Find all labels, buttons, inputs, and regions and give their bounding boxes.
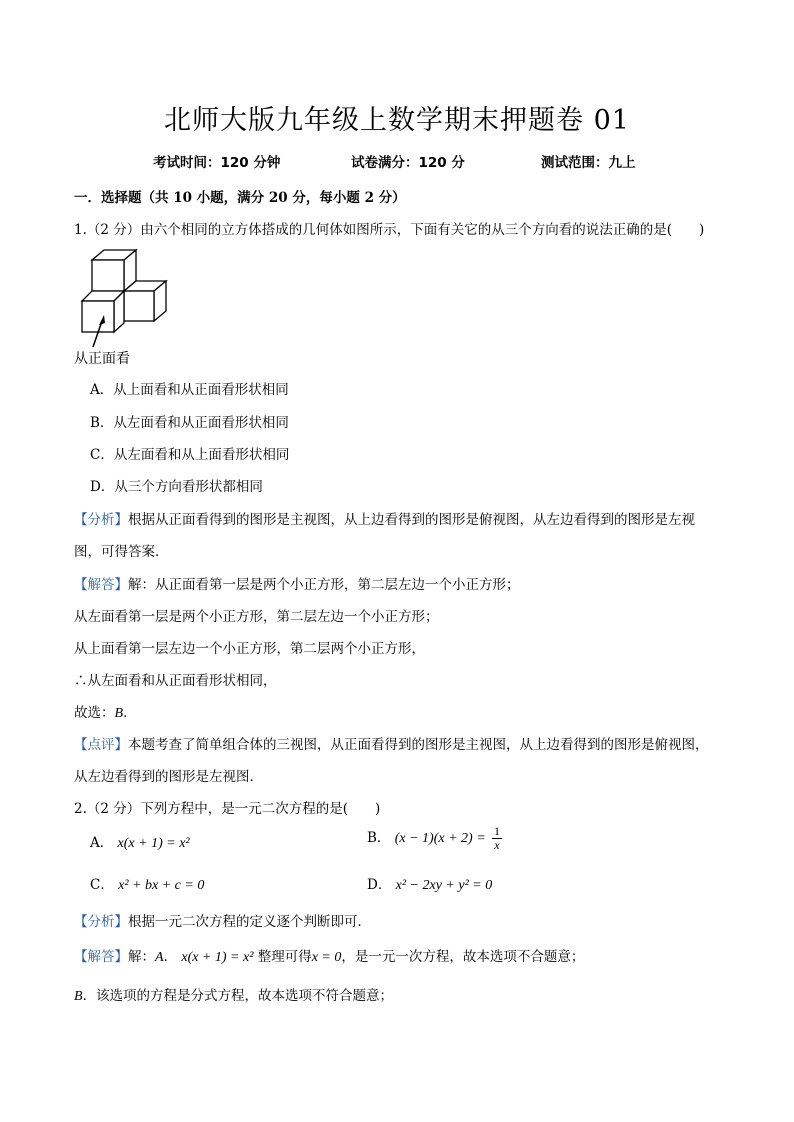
solution-a-dot: ．	[163, 949, 178, 965]
section-heading: 一．选择题（共 10 小题，满分 20 分，每小题 2 分）	[74, 190, 406, 206]
comment-text: 本题考查了简单组合体的三视图，从正面看得到的图形是主视图，从上边看得到的图形是俯视图，	[128, 737, 709, 753]
q1-solution	[74, 573, 520, 593]
q2-analysis	[74, 910, 371, 930]
q1-comment	[74, 733, 709, 753]
option-a-label: A．	[90, 835, 114, 851]
q2-option-d	[367, 873, 492, 894]
fraction-denominator: x	[494, 838, 500, 852]
answer-value: B	[114, 706, 124, 721]
solution-a-result: x = 0	[311, 950, 342, 965]
option-b-equation: (x − 1)(x + 2) =	[394, 831, 486, 846]
q1-solution-line3: 从上面看第一层左边一个小正方形，第二层两个小正方形，	[74, 641, 425, 657]
option-a-equation: x(x + 1) = x²	[117, 836, 190, 851]
answer-prefix: 故选：	[74, 705, 115, 721]
solution-a-post: ，是一元一次方程，故本选项不合题意；	[341, 949, 585, 965]
solution-a-letter: A	[155, 950, 164, 965]
solution-a-mid: 整理可得	[257, 949, 312, 965]
q2-stem: 2.（2 分）下列方程中，是一元二次方程的是( )	[74, 801, 381, 817]
solution-tag: 【解答】	[74, 577, 128, 593]
test-range: 测试范围：九上	[541, 155, 636, 171]
q1-comment-cont: 从左边看得到的图形是左视图．	[74, 769, 263, 785]
analysis-tag: 【分析】	[74, 914, 128, 930]
option-c-equation: x² + bx + c = 0	[118, 878, 205, 893]
analysis-text: 根据一元二次方程的定义逐个判断即可．	[128, 914, 371, 930]
solution-prefix: 解：	[128, 949, 155, 965]
q1-analysis-cont: 图，可得答案．	[74, 544, 169, 560]
q2-option-c	[90, 873, 204, 894]
q1-answer	[74, 701, 137, 722]
figure-label: 从正面看	[74, 351, 130, 367]
solution-b-text: ．该选项的方程是分式方程，故本选项不符合题意；	[82, 988, 394, 1004]
answer-suffix: ．	[123, 705, 137, 721]
comment-tag: 【点评】	[74, 737, 128, 753]
q1-solution-line4: ∴从左面看和从正面看形状相同，	[74, 673, 277, 689]
q1-option-c: C．从左面看和从上面看形状相同	[90, 447, 290, 463]
analysis-text: 根据从正面看得到的图形是主视图，从上边看得到的图形是俯视图，从左边看得到的图形是左视	[128, 512, 695, 528]
option-b-fraction	[492, 825, 502, 852]
option-d-label: D．	[367, 877, 392, 893]
q1-stem: 1.（2 分）由六个相同的立方体搭成的几何体如图所示，下面有关它的从三个方向看的说法正确的是( )	[74, 222, 705, 238]
q1-solution-line2: 从左面看第一层是两个小正方形，第二层左边一个小正方形；	[74, 609, 439, 625]
solution-a-equation: x(x + 1) = x²	[181, 950, 254, 965]
option-c-label: C．	[90, 877, 114, 893]
solution-tag: 【解答】	[74, 949, 128, 965]
q2-option-a	[90, 831, 190, 852]
cube-figure	[74, 243, 174, 348]
q1-option-b: B．从左面看和从正面看形状相同	[90, 415, 289, 431]
q1-analysis	[74, 508, 695, 528]
option-d-equation: x² − 2xy + y² = 0	[395, 878, 493, 893]
q2-solution-b	[74, 984, 393, 1005]
q1-option-a: A．从上面看和从正面看形状相同	[90, 382, 289, 398]
q2-solution	[74, 945, 584, 966]
full-score: 试卷满分：120 分	[351, 155, 465, 171]
option-b-label: B．	[367, 830, 391, 846]
exam-time: 考试时间：120 分钟	[153, 155, 281, 171]
solution-b-letter: B	[74, 989, 83, 1004]
fraction-numerator: 1	[493, 824, 500, 838]
solution-text: 解：从正面看第一层是两个小正方形，第二层左边一个小正方形；	[128, 577, 520, 593]
document-title: 北师大版九年级上数学期末押题卷 01	[164, 105, 630, 136]
analysis-tag: 【分析】	[74, 512, 128, 528]
q2-option-b	[367, 825, 502, 852]
q1-option-d: D．从三个方向看形状都相同	[90, 479, 263, 495]
